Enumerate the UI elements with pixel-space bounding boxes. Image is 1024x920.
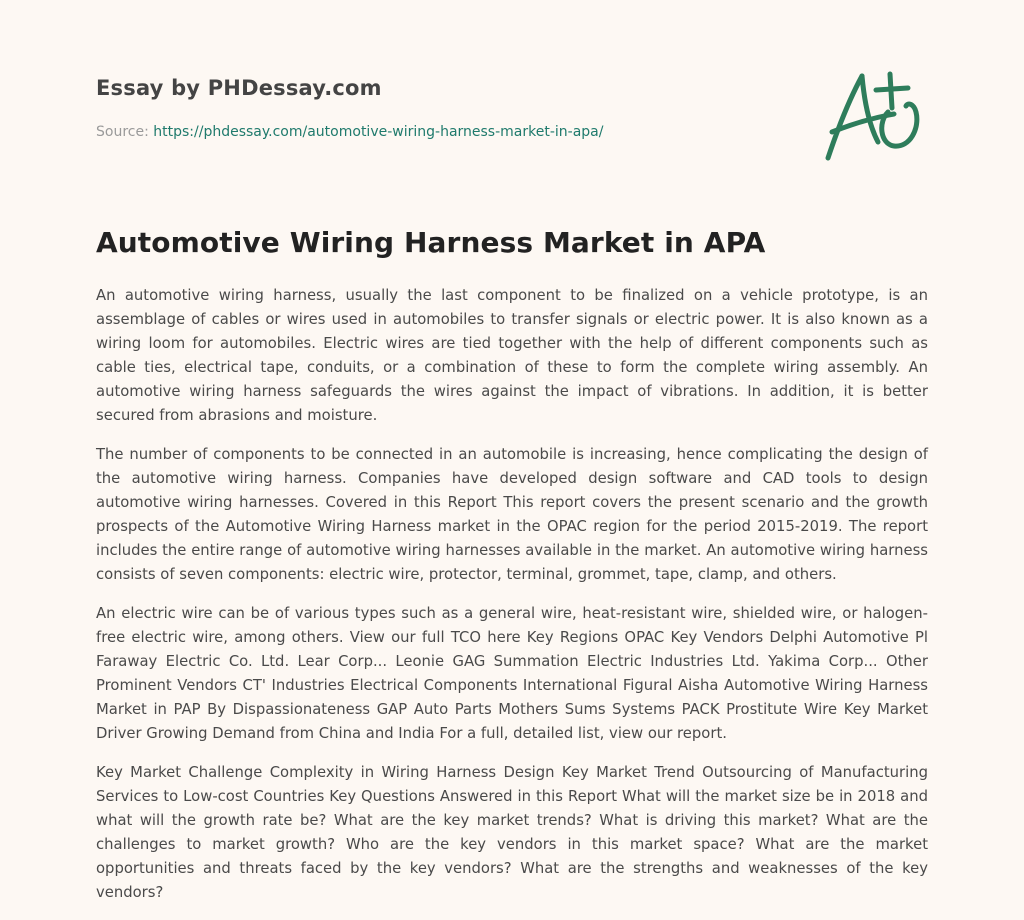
article-body (96, 284, 928, 920)
source-label: Source: (96, 124, 149, 140)
paragraph: An automotive wiring harness, usually the last component to be finalized on a vehicle prototype, is an assemblage of cables or wires used in automobiles to transfer signals or electric power. It is also known as a wiring loom for automobiles. Electric wires are tied together with the help of different components such as cable ties, electrical tape, conduits, or a combination of these to form the complete wiring assembly. An automotive wiring harness safeguards the wires against the impact of vibrations. In addition, it is better secured from abrasions and moisture. (96, 287, 928, 424)
paragraph: An electric wire can be of various types such as a general wire, heat-resistant wire, shielded wire, or halogen-free electric wire, among others. View our full TCO here Key Regions OPAC Key Vendors Delphi Automotive Pl Faraway Electric Co. Ltd. Lear Corp... Leonie GAG Summation Electric Industries Ltd. Yakima Corp... Other Prominent Vendors CT' Industries Electrical Components International Figural Aisha Automotive Wiring Harness Market in PAP By Dispassionateness GAP Auto Parts Mothers Sums Systems PACK Prostitute Wire Key Market Driver Growing Demand from China and India For a full, detailed list, view our report. (96, 605, 928, 742)
paragraph: Key Market Challenge Complexity in Wiring Harness Design Key Market Trend Outsourcing of Manufacturing Services to Low-cost Countries Key Questions Answered in this Report What will the market size be in 2018 and what will the growth rate be? What are the key market trends? What is driving this market? What are the challenges to market growth? Who are the key vendors in this market space? What are the market opportunities and threats faced by the key vendors? What are the strengths and weaknesses of the key vendors? (96, 764, 928, 901)
a-plus-grade-logo (822, 68, 926, 164)
article-title: Automotive Wiring Harness Market in APA (96, 226, 766, 259)
source-link[interactable]: https://phdessay.com/automotive-wiring-harness-market-in-apa/ (153, 124, 604, 140)
source-line (96, 124, 603, 140)
site-title: Essay by PHDessay.com (96, 76, 382, 100)
a-plus-logo-icon (822, 68, 926, 164)
paragraph: The number of components to be connected in an automobile is increasing, hence complicating the design of the automotive wiring harness. Companies have developed design software and CAD tools to design automotive wiring harnesses. Covered in this Report This report covers the present scenario and the growth prospects of the Automotive Wiring Harness market in the OPAC region for the period 2015-2019. The report includes the entire range of automotive wiring harnesses available in the market. An automotive wiring harness consists of seven components: electric wire, protector, terminal, grommet, tape, clamp, and others. (96, 446, 928, 583)
